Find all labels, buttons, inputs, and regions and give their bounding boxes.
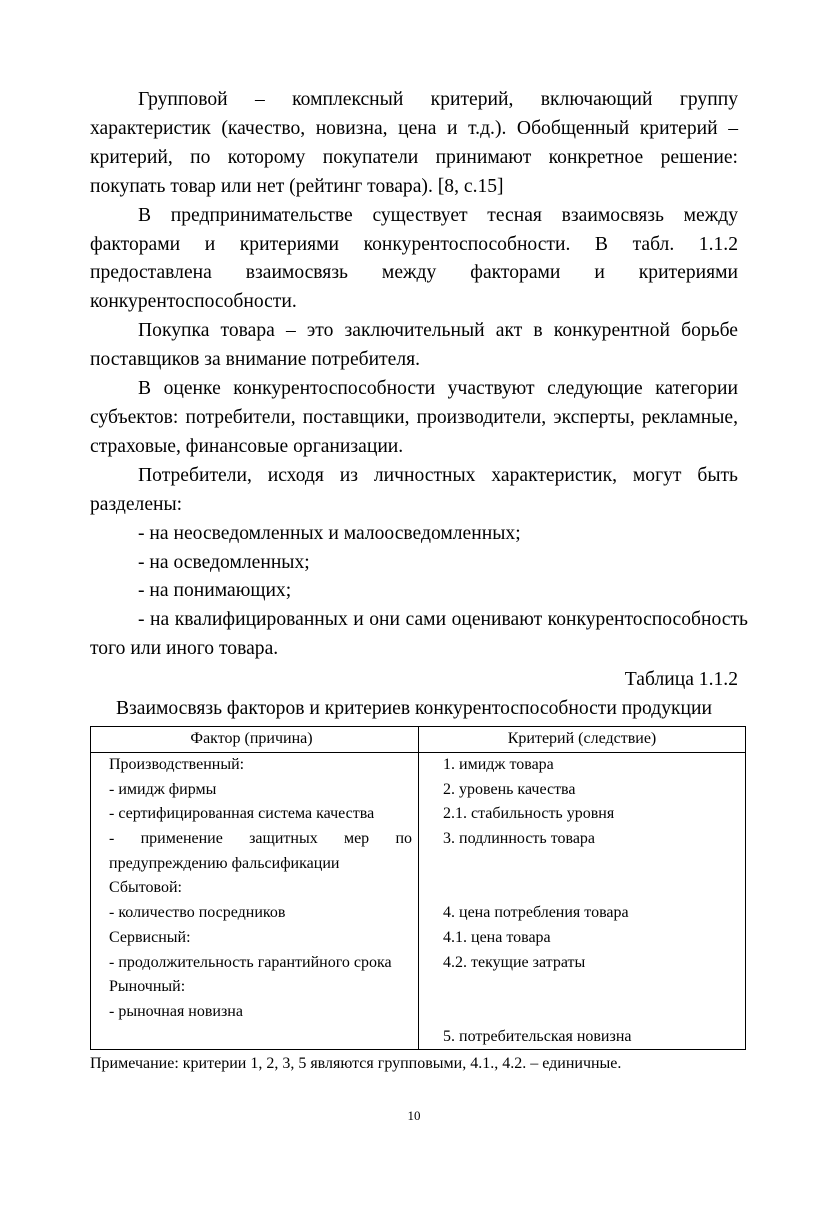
criterion-item: 2. уровень качества [443,780,576,798]
table-header-row [91,726,746,752]
factor-production: Производственный: [109,755,245,773]
criterion-item: 4.2. текущие затраты [443,953,586,971]
factor-item: - сертифицированная система качества [109,805,375,823]
header-factor: Фактор (причина) [91,726,419,752]
factor-item: - имидж фирмы [109,780,217,798]
factor-service: Сервисный: [109,928,191,946]
criterion-item: 3. подлинность товара [443,830,596,848]
criterion-item: 1. имидж товара [443,755,554,773]
list-item: - на понимающих; [138,580,292,602]
factor-item: - применение защитных мер по предупреждению фальсификации [109,830,412,872]
factor-item: - продолжительность гарантийного срока [109,953,392,971]
table-number: Таблица 1.1.2 [624,669,738,691]
paragraph-purchase: Покупка товара – это заключительный акт в конкурентной борьбе поставщиков за внимание потребителя. [90,320,738,371]
document-page [90,86,748,1076]
table-row [91,752,746,1049]
criterion-cell [419,752,746,1049]
criterion-item: 5. потребительская новизна [443,1027,632,1045]
spacer [443,1000,745,1025]
criterion-item: 2.1. стабильность уровня [443,805,615,823]
list-item: - на неосведомленных и малоосведомленных; [138,522,521,544]
paragraph-factors-criteria: В предпринимательстве существует тесная взаимосвязь между факторами и критериями конкурентоспособности. В табл. 1.1.2 предоставлена взаимосвязь между факторами и критериями конкурентоспособности. [90,204,738,313]
paragraph-subjects: В оценке конкурентоспособности участвуют следующие категории субъектов: потребители, поставщики, производители, эксперты, рекламные, страховые, финансовые организации. [90,378,738,457]
paragraph-consumers: Потребители, исходя из личностных характеристик, могут быть разделены: [90,464,738,515]
factors-criteria-table [90,726,746,1050]
spacer [443,876,745,901]
factor-item: - рыночная новизна [109,1002,243,1020]
criterion-item: 4. цена потребления товара [443,904,629,922]
list-item: - на осведомленных; [138,551,310,573]
list-item: - на квалифицированных и они сами оценивают конкурентоспособность того или иного товара. [90,609,748,660]
header-criterion: Критерий (следствие) [419,726,746,752]
factor-sales: Сбытовой: [109,879,182,897]
spacer [443,852,745,877]
factor-market: Рыночный: [109,978,186,996]
spacer [443,975,745,1000]
table-title: Взаимосвязь факторов и критериев конкурентоспособности продукции [115,698,713,720]
paragraph-group-criterion: Групповой – комплексный критерий, включающий группу характеристик (качество, новизна, цена и т.д.). Обобщенный критерий – критерий, по которому покупатели принимают конкретное решение: покупать товар или нет (рейтинг товара). [8, с.15] [90,89,738,197]
page-number: 10 [407,1108,421,1123]
table-note: Примечание: критерии 1, 2, 3, 5 являются групповыми, 4.1., 4.2. – единичные. [90,1055,622,1073]
factor-item: - количество посредников [109,904,286,922]
factor-cell [91,752,419,1049]
criterion-item: 4.1. цена товара [443,928,551,946]
